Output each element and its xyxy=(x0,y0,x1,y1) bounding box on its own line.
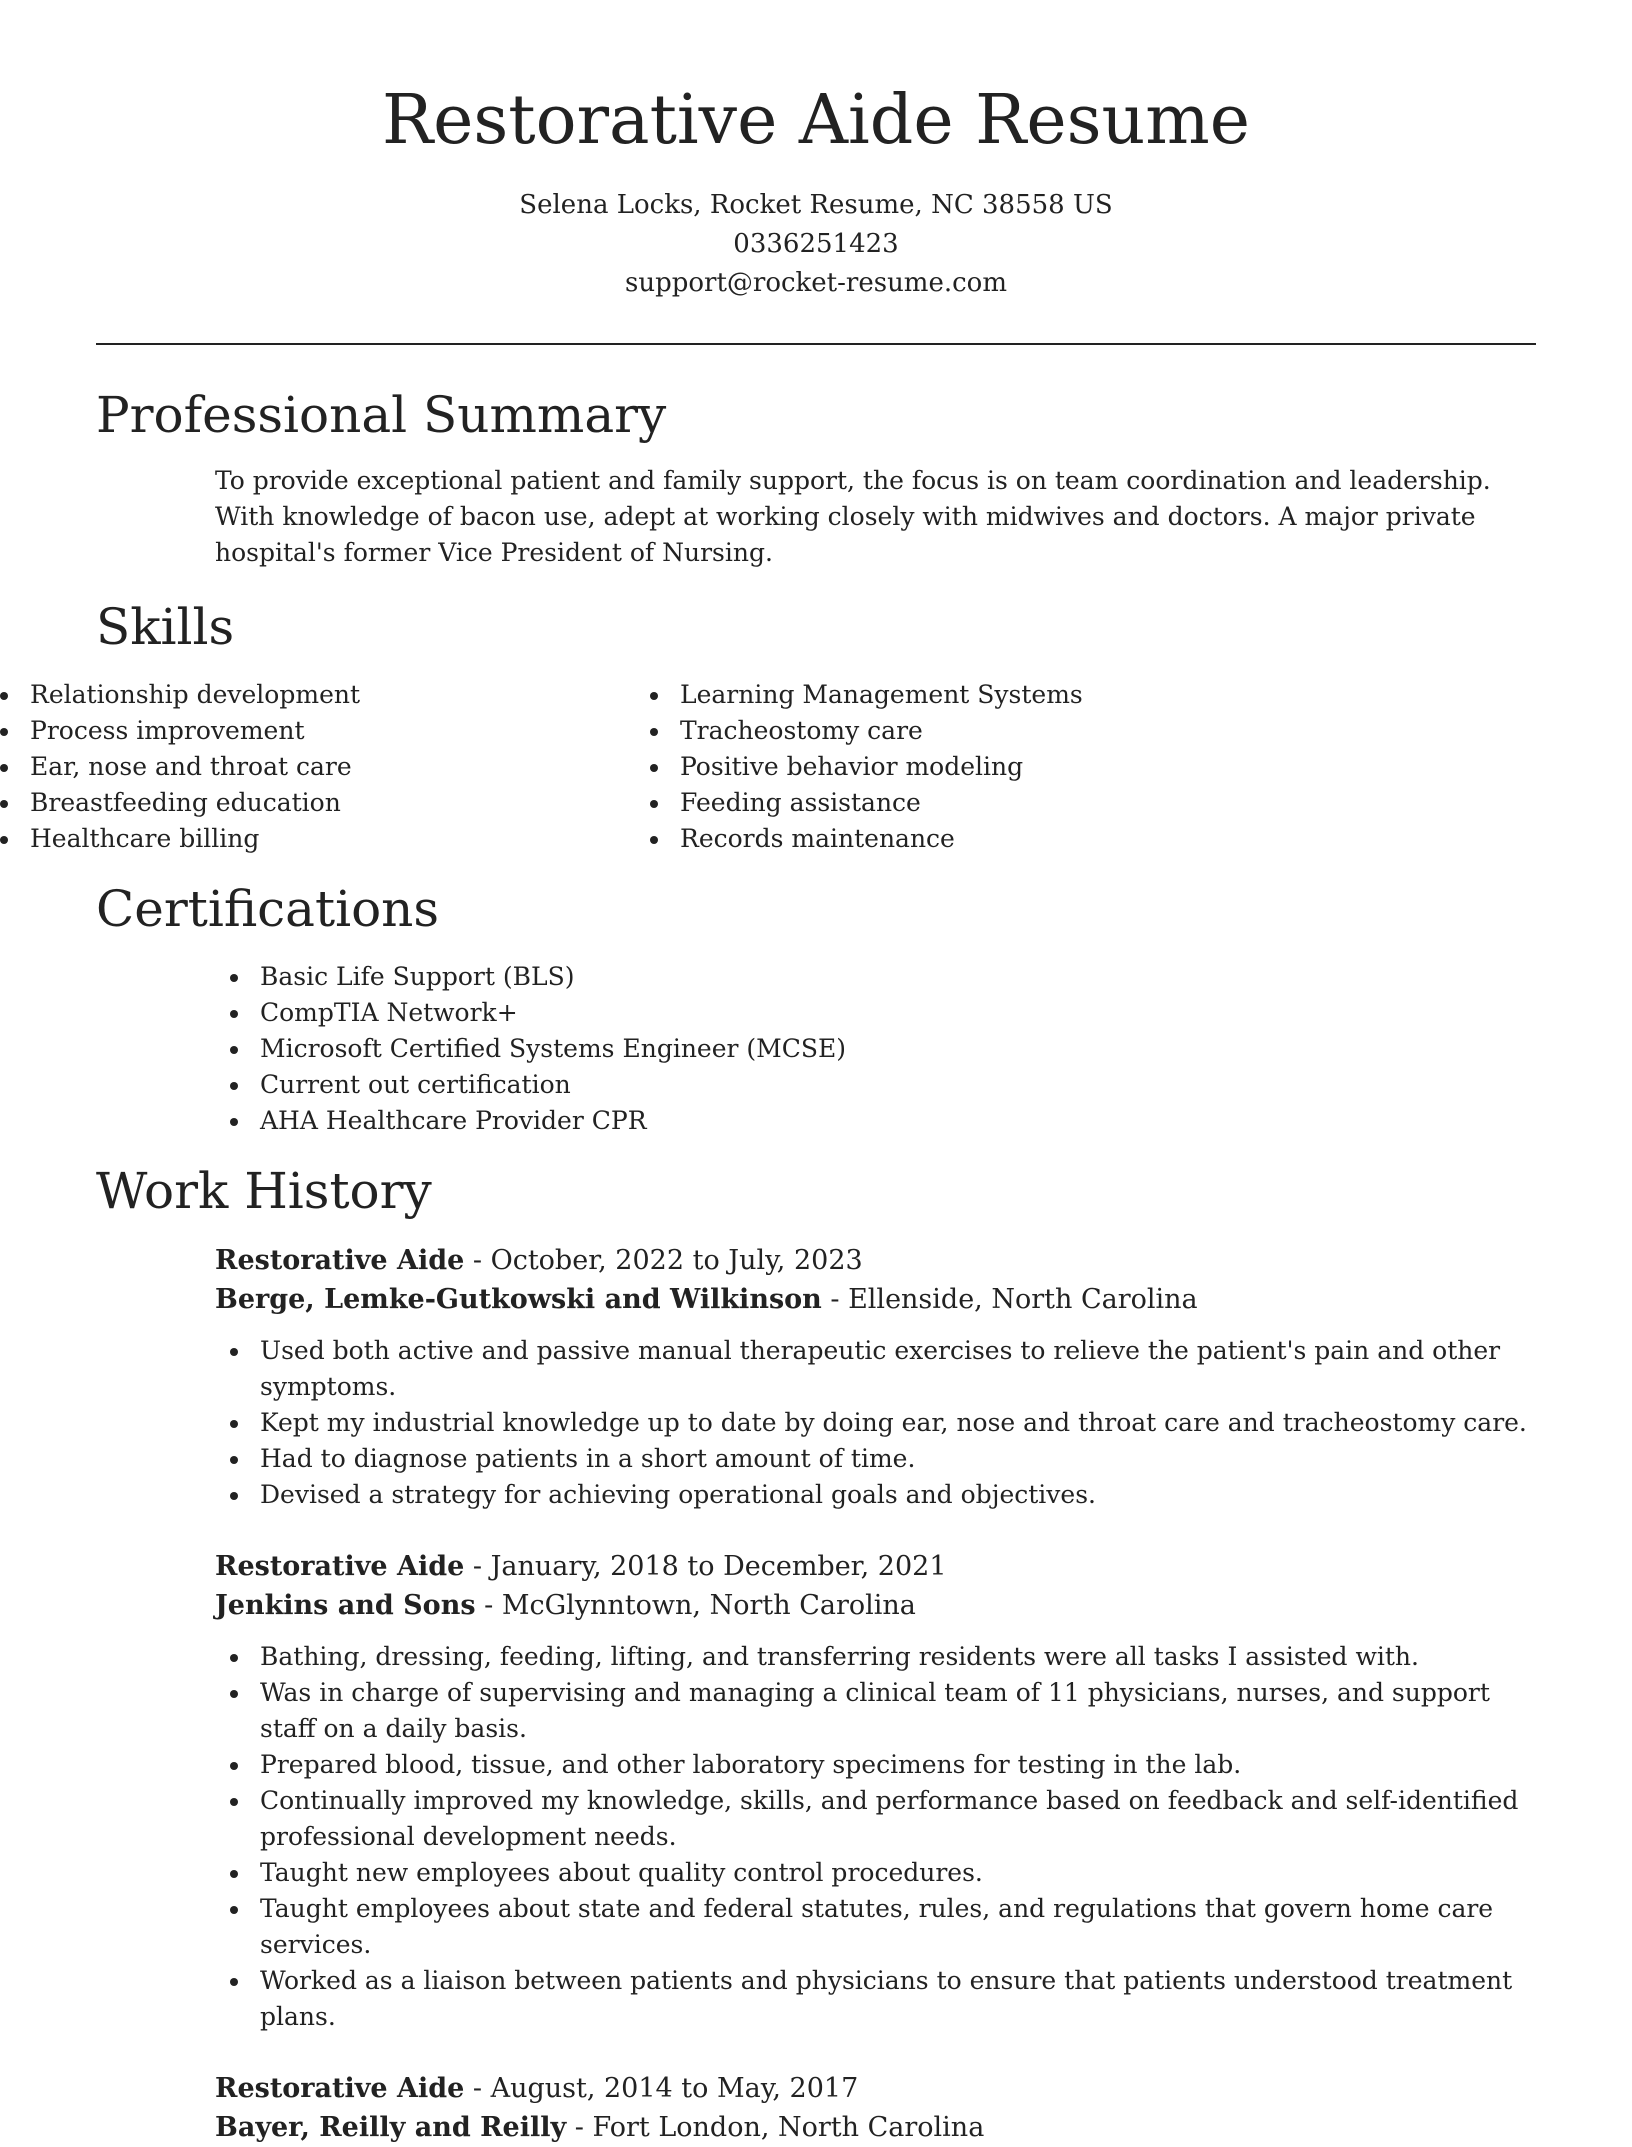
job-title-line xyxy=(215,1241,1632,1280)
job-bullet: Taught new employees about quality control procedures. xyxy=(230,1855,1536,1891)
skill-item: Records maintenance xyxy=(650,821,1083,857)
job-entry xyxy=(0,1241,1632,1513)
certification-item: CompTIA Network+ xyxy=(230,995,1632,1031)
certifications-heading: Certifications xyxy=(96,880,440,939)
job-company-line xyxy=(215,2108,1632,2147)
skill-item: Positive behavior modeling xyxy=(650,749,1083,785)
certifications-list xyxy=(230,959,1632,1139)
job-bullet: Bathing, dressing, feeding, lifting, and transferring residents were all tasks I assisted with. xyxy=(230,1639,1536,1675)
job-bullet: Continually improved my knowledge, skills, and performance based on feedback and self-identified professional development needs. xyxy=(230,1783,1536,1855)
certification-item: Current out certification xyxy=(230,1067,1632,1103)
job-bullet-list xyxy=(230,1639,1536,2035)
job-role: Restorative Aide xyxy=(215,1245,465,1277)
skill-item: Relationship development xyxy=(0,677,650,713)
job-location: - Fort London, North Carolina xyxy=(566,2112,985,2144)
resume-title: Restorative Aide Resume xyxy=(381,81,1251,160)
job-title-line xyxy=(215,1547,1632,1586)
header-divider xyxy=(96,343,1536,345)
contact-phone: 0336251423 xyxy=(733,229,899,260)
resume-header xyxy=(0,0,1632,303)
job-dates: - January, 2018 to December, 2021 xyxy=(464,1551,947,1583)
job-bullet: Prepared blood, tissue, and other laboratory specimens for testing in the lab. xyxy=(230,1747,1536,1783)
certification-item: AHA Healthcare Provider CPR xyxy=(230,1103,1632,1139)
job-bullet: Had to diagnose patients in a short amount of time. xyxy=(230,1441,1536,1477)
job-role: Restorative Aide xyxy=(215,2073,465,2105)
job-bullet: Devised a strategy for achieving operational goals and objectives. xyxy=(230,1477,1536,1513)
skills-grid xyxy=(0,677,1632,857)
job-bullet-list xyxy=(230,1333,1536,1513)
summary-section xyxy=(0,385,1632,571)
job-company-line xyxy=(215,1586,1632,1625)
job-company: Jenkins and Sons xyxy=(215,1590,476,1622)
skills-column-right xyxy=(650,677,1083,857)
certification-item: Basic Life Support (BLS) xyxy=(230,959,1632,995)
job-bullet: Used both active and passive manual therapeutic exercises to relieve the patient's pain and other symptoms. xyxy=(230,1333,1536,1405)
skill-item: Breastfeeding education xyxy=(0,785,650,821)
skill-item: Tracheostomy care xyxy=(650,713,1083,749)
job-title-line xyxy=(215,2069,1632,2108)
certification-item: Microsoft Certified Systems Engineer (MCSE) xyxy=(230,1031,1632,1067)
skill-item: Feeding assistance xyxy=(650,785,1083,821)
certifications-section xyxy=(0,879,1632,1139)
job-company: Berge, Lemke-Gutkowski and Wilkinson xyxy=(215,1284,822,1316)
contact-email: support@rocket-resume.com xyxy=(624,268,1007,299)
skill-item: Process improvement xyxy=(0,713,650,749)
skill-item: Learning Management Systems xyxy=(650,677,1083,713)
job-dates: - October, 2022 to July, 2023 xyxy=(464,1245,863,1277)
skills-heading: Skills xyxy=(96,598,235,657)
job-company: Bayer, Reilly and Reilly xyxy=(215,2112,567,2144)
job-bullet: Taught employees about state and federal statutes, rules, and regulations that govern home care services. xyxy=(230,1891,1536,1963)
job-location: - McGlynntown, North Carolina xyxy=(475,1590,916,1622)
summary-heading: Professional Summary xyxy=(96,386,667,445)
work-history-section xyxy=(0,1161,1632,2147)
job-bullet: Was in charge of supervising and managing a clinical team of 11 physicians, nurses, and support staff on a daily basis. xyxy=(230,1675,1536,1747)
job-role: Restorative Aide xyxy=(215,1551,465,1583)
skills-column-left xyxy=(0,677,650,857)
skills-section xyxy=(0,597,1632,857)
job-entry xyxy=(0,1547,1632,2035)
job-company-line xyxy=(215,1280,1632,1319)
job-bullet: Kept my industrial knowledge up to date by doing ear, nose and throat care and tracheostomy care. xyxy=(230,1405,1536,1441)
job-entry xyxy=(0,2069,1632,2147)
work-history-heading: Work History xyxy=(96,1162,432,1221)
skill-item: Ear, nose and throat care xyxy=(0,749,650,785)
job-bullet: Worked as a liaison between patients and physicians to ensure that patients understood treatment plans. xyxy=(230,1963,1536,2035)
job-dates: - August, 2014 to May, 2017 xyxy=(464,2073,859,2105)
summary-text: To provide exceptional patient and family support, the focus is on team coordination and leadership. With knowledge of bacon use, adept at working closely with midwives and doctors. A major private hospital's former Vice President of Nursing. xyxy=(215,466,1491,568)
skill-item: Healthcare billing xyxy=(0,821,650,857)
contact-address: Selena Locks, Rocket Resume, NC 38558 US xyxy=(519,190,1113,221)
job-location: - Ellenside, North Carolina xyxy=(821,1284,1198,1316)
